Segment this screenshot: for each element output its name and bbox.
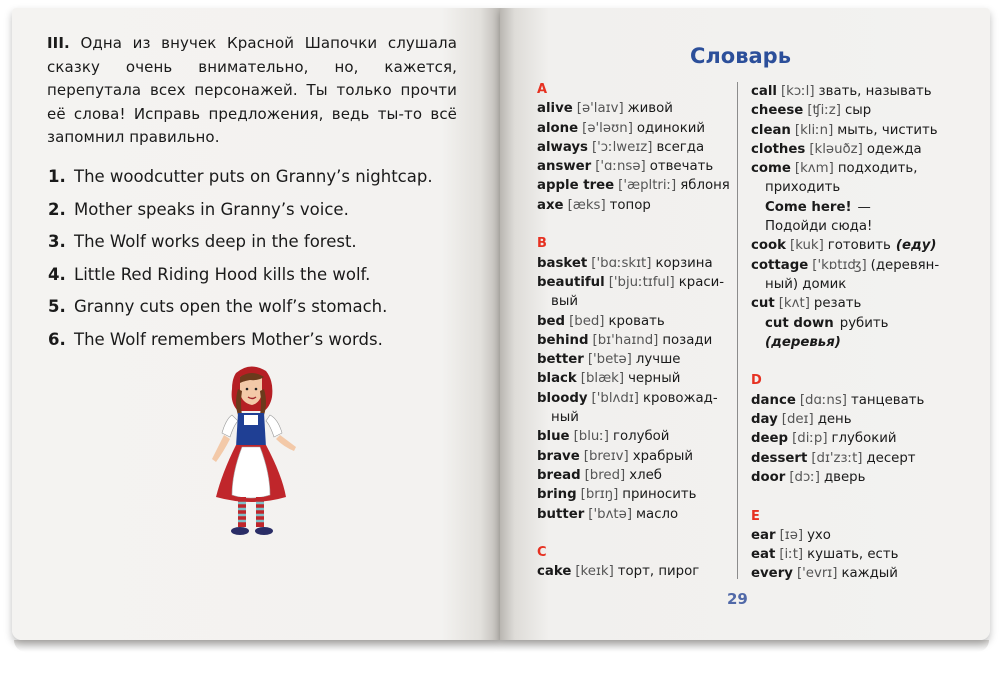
sentence-number: 6. — [48, 329, 66, 349]
red-riding-hood-illustration — [198, 363, 306, 543]
sentence-number: 2. — [48, 199, 66, 219]
dictionary-line — [751, 314, 966, 333]
entry-word: basket — [537, 255, 588, 271]
dictionary-column-2 — [751, 82, 966, 584]
entry-word: ear — [751, 527, 776, 543]
entry-transcription: [brɪŋ] — [580, 487, 619, 503]
entry-word: bring — [537, 487, 577, 503]
entry-word: behind — [537, 332, 589, 348]
dictionary-line — [751, 275, 966, 294]
entry-transcription: [ə'ləʊn] — [582, 120, 633, 136]
entry-transcription: [kɔːl] — [780, 84, 815, 99]
entry-transcription: ['kɒtɪʤ] — [812, 257, 867, 273]
sentence-text: The Wolf remembers Mother’s words. — [74, 329, 383, 349]
entry-word: dessert — [751, 450, 808, 466]
entry-word: alone — [537, 120, 579, 136]
dictionary-entry — [537, 369, 737, 388]
sentence-number: 4. — [48, 264, 66, 284]
entry-transcription: [breɪv] — [583, 448, 629, 464]
entry-translation: звать, называть — [818, 84, 932, 99]
entry-translation: мыть, чистить — [837, 122, 938, 138]
spacer — [537, 524, 737, 543]
dictionary-entry — [537, 427, 737, 446]
sentence-item — [48, 167, 478, 200]
entry-transcription: [deɪ] — [781, 412, 814, 428]
exercise-instructions — [47, 32, 457, 150]
entry-word: dance — [751, 392, 796, 408]
dictionary-entry — [751, 410, 966, 429]
entry-continuation: ный — [551, 410, 579, 426]
entry-translation: позади — [662, 332, 713, 348]
entry-translation: рубить — [839, 315, 889, 331]
entry-translation: глубокий — [831, 431, 897, 447]
dictionary-line — [751, 333, 966, 352]
dictionary-entry — [751, 294, 966, 313]
entry-translation: каждый — [841, 566, 898, 582]
dictionary-entry — [751, 256, 966, 275]
dictionary-line — [751, 371, 966, 390]
entry-transcription: [iːt] — [779, 547, 804, 563]
entry-phrase: cut down — [765, 315, 834, 331]
entry-word: alive — [537, 101, 573, 117]
entry-translation: (деревян- — [870, 257, 940, 273]
entry-transcription: [kʌm] — [794, 161, 834, 177]
entry-word: axe — [537, 197, 564, 213]
entry-translation: приносить — [622, 487, 697, 503]
dictionary-entry — [751, 101, 966, 120]
entry-word: black — [537, 371, 577, 387]
entry-translation: голубой — [612, 429, 670, 445]
entry-word: apple tree — [537, 178, 615, 194]
entry-transcription: ['æpltriː] — [618, 178, 677, 194]
dictionary-column-1 — [537, 80, 737, 582]
dictionary-entry — [751, 391, 966, 410]
section-letter: B — [537, 236, 547, 252]
entry-translation: храбрый — [632, 448, 693, 464]
dictionary-title: Словарь — [690, 44, 791, 68]
entry-word: eat — [751, 547, 776, 563]
dictionary-entry — [537, 312, 737, 331]
entry-translation: день — [817, 412, 852, 428]
entry-translation: сыр — [844, 103, 872, 119]
entry-transcription: ['bjuːtɪful] — [608, 274, 675, 290]
dictionary-entry — [537, 331, 737, 350]
entry-continuation: Подойди сюда! — [765, 219, 873, 235]
entry-word: answer — [537, 159, 592, 175]
entry-transcription: [dɑːns] — [799, 392, 847, 408]
entry-transcription: ['ɔːlweɪz] — [591, 139, 653, 155]
section-letter: D — [751, 373, 762, 389]
entry-transcription: [ɪə] — [779, 527, 804, 543]
sentence-list — [48, 167, 478, 362]
sentence-text: The Wolf works deep in the forest. — [74, 232, 357, 251]
book-edge-shadow — [14, 640, 989, 652]
dictionary-line — [537, 234, 737, 253]
sentence-text: The woodcutter puts on Granny’s nightcap. — [74, 167, 433, 186]
entry-word: come — [751, 161, 791, 177]
entry-word: cottage — [751, 257, 809, 273]
entry-translation: лучше — [635, 352, 681, 368]
entry-transcription: [blæk] — [580, 371, 625, 387]
entry-word: clean — [751, 122, 791, 138]
entry-translation: живой — [627, 101, 673, 117]
dictionary-line — [537, 80, 737, 99]
dictionary-line — [537, 292, 737, 311]
sentence-text: Mother speaks in Granny’s voice. — [74, 199, 349, 219]
entry-transcription: [bred] — [584, 467, 626, 483]
entry-translation: одинокий — [636, 120, 706, 136]
entry-word: day — [751, 412, 778, 428]
dictionary-entry — [537, 196, 737, 215]
entry-transcription: [kliːn] — [794, 122, 834, 138]
dictionary-entry — [537, 466, 737, 485]
dictionary-line — [751, 217, 966, 236]
exercise-intro-text: Одна из внучек Красной Шапочки слушала сказку очень внимательно, но, кажется, перепутала всех персонажей. Ты только прочти её слова! Исправь предложения, ведь ты-то всё запомнил правильно. — [47, 34, 457, 146]
entry-translation: одежда — [866, 141, 922, 157]
entry-word: cheese — [751, 103, 804, 119]
dictionary-line — [751, 507, 966, 526]
entry-translation: резать — [813, 296, 862, 312]
spacer — [751, 352, 966, 371]
entry-translation: всегда — [656, 139, 705, 155]
dictionary-entry — [751, 564, 966, 583]
entry-translation: торт, пирог — [617, 564, 700, 580]
entry-translation: масло — [636, 506, 679, 522]
entry-continuation: приходить — [765, 180, 841, 196]
entry-note: (еду) — [895, 238, 937, 254]
entry-continuation: ный) домик — [765, 276, 847, 292]
dictionary-line — [537, 408, 737, 427]
entry-translation: краси- — [678, 274, 725, 290]
page-number: 29 — [727, 590, 748, 608]
dictionary-line — [751, 198, 966, 217]
sentence-number: 3. — [48, 232, 66, 251]
dictionary-entry — [751, 121, 966, 140]
entry-word: always — [537, 139, 588, 155]
dictionary-entry — [537, 176, 737, 195]
entry-transcription: ['bɑːskɪt] — [591, 255, 652, 271]
entry-transcription: [kləuðz] — [809, 141, 863, 157]
entry-transcription: ['evrɪ] — [796, 566, 838, 582]
entry-word: clothes — [751, 141, 806, 157]
entry-translation: топор — [609, 197, 651, 213]
entry-transcription: [ʧiːz] — [807, 103, 841, 119]
dictionary-entry — [751, 140, 966, 159]
dictionary-entry — [751, 159, 966, 178]
entry-word: call — [751, 84, 777, 99]
exercise-number: III. — [47, 34, 70, 52]
entry-word: blue — [537, 429, 570, 445]
sentence-text: Little Red Riding Hood kills the wolf. — [74, 264, 371, 284]
spacer — [751, 487, 966, 506]
section-letter: E — [751, 508, 760, 524]
dictionary-entry — [751, 236, 966, 255]
dictionary-entry — [751, 545, 966, 564]
entry-transcription: [dɔː] — [789, 469, 820, 485]
entry-transcription: [bɪ'haɪnd] — [592, 332, 659, 348]
entry-transcription: ['bʌtə] — [588, 506, 633, 522]
entry-word: cake — [537, 564, 572, 580]
entry-translation: ухо — [807, 527, 831, 543]
entry-word: butter — [537, 506, 585, 522]
entry-translation: десерт — [866, 450, 916, 466]
dictionary-entry — [751, 526, 966, 545]
dictionary-entry — [537, 389, 737, 408]
entry-transcription: [diːp] — [792, 431, 828, 447]
dictionary-entry — [751, 429, 966, 448]
sentence-item — [48, 297, 478, 330]
entry-transcription: [keɪk] — [575, 564, 614, 580]
dictionary-entry — [537, 119, 737, 138]
dictionary-entry — [537, 254, 737, 273]
entry-translation: хлеб — [629, 467, 662, 483]
entry-word: every — [751, 566, 793, 582]
dictionary-entry — [537, 99, 737, 118]
dictionary-entry — [537, 562, 737, 581]
sentence-item — [48, 200, 478, 233]
entry-word: cut — [751, 296, 775, 312]
dictionary-entry — [537, 350, 737, 369]
entry-translation: черный — [628, 371, 681, 387]
entry-translation: кушать, есть — [807, 547, 899, 563]
entry-word: better — [537, 352, 584, 368]
entry-transcription: [bed] — [569, 313, 605, 329]
entry-word: beautiful — [537, 274, 605, 290]
section-letter: A — [537, 82, 548, 97]
dictionary-entry — [751, 82, 966, 101]
entry-translation: кровожад- — [642, 390, 718, 406]
entry-translation: отвечать — [649, 159, 714, 175]
entry-transcription: [kuk] — [790, 238, 824, 254]
entry-translation: дверь — [823, 469, 866, 485]
entry-word: brave — [537, 448, 580, 464]
entry-transcription: [bluː] — [573, 429, 609, 445]
sentence-item — [48, 232, 478, 265]
entry-translation: яблоня — [680, 178, 730, 194]
entry-transcription: [ə'laɪv] — [576, 101, 624, 117]
entry-phrase: Come here! — [765, 199, 852, 215]
entry-word: cook — [751, 238, 786, 254]
entry-transcription: ['blʌdɪ] — [591, 390, 639, 406]
entry-word: bread — [537, 467, 581, 483]
dictionary-entry — [537, 485, 737, 504]
entry-continuation: вый — [551, 294, 578, 310]
entry-translation: готовить — [827, 238, 891, 254]
dictionary-entry — [751, 449, 966, 468]
spacer — [537, 215, 737, 234]
sentence-item — [48, 265, 478, 298]
sentence-item — [48, 330, 478, 363]
entry-transcription: [kʌt] — [778, 296, 810, 312]
dictionary-line — [751, 178, 966, 197]
sentence-number: 1. — [48, 167, 66, 186]
entry-transcription: [æks] — [567, 197, 606, 213]
dictionary-entry — [537, 447, 737, 466]
sentence-text: Granny cuts open the wolf’s stomach. — [74, 297, 388, 316]
entry-translation: — — [857, 199, 871, 215]
sentence-number: 5. — [48, 297, 66, 316]
dictionary-entry — [537, 505, 737, 524]
entry-translation: подходить, — [837, 161, 918, 177]
dictionary-entry — [537, 157, 737, 176]
column-divider — [737, 82, 738, 579]
entry-word: bed — [537, 313, 566, 329]
entry-translation: кровать — [608, 313, 665, 329]
dictionary-entry — [537, 138, 737, 157]
entry-word: deep — [751, 431, 789, 447]
entry-note: (деревья) — [765, 334, 841, 350]
entry-transcription: ['ɑːnsə] — [595, 159, 646, 175]
entry-translation: танцевать — [850, 392, 925, 408]
entry-word: bloody — [537, 390, 588, 406]
entry-translation: корзина — [655, 255, 713, 271]
dictionary-entry — [751, 468, 966, 487]
entry-word: door — [751, 469, 786, 485]
section-letter: C — [537, 545, 547, 561]
entry-transcription: [dɪ'zɜːt] — [811, 450, 863, 466]
dictionary-line — [537, 543, 737, 562]
entry-transcription: ['betə] — [587, 352, 632, 368]
dictionary-entry — [537, 273, 737, 292]
